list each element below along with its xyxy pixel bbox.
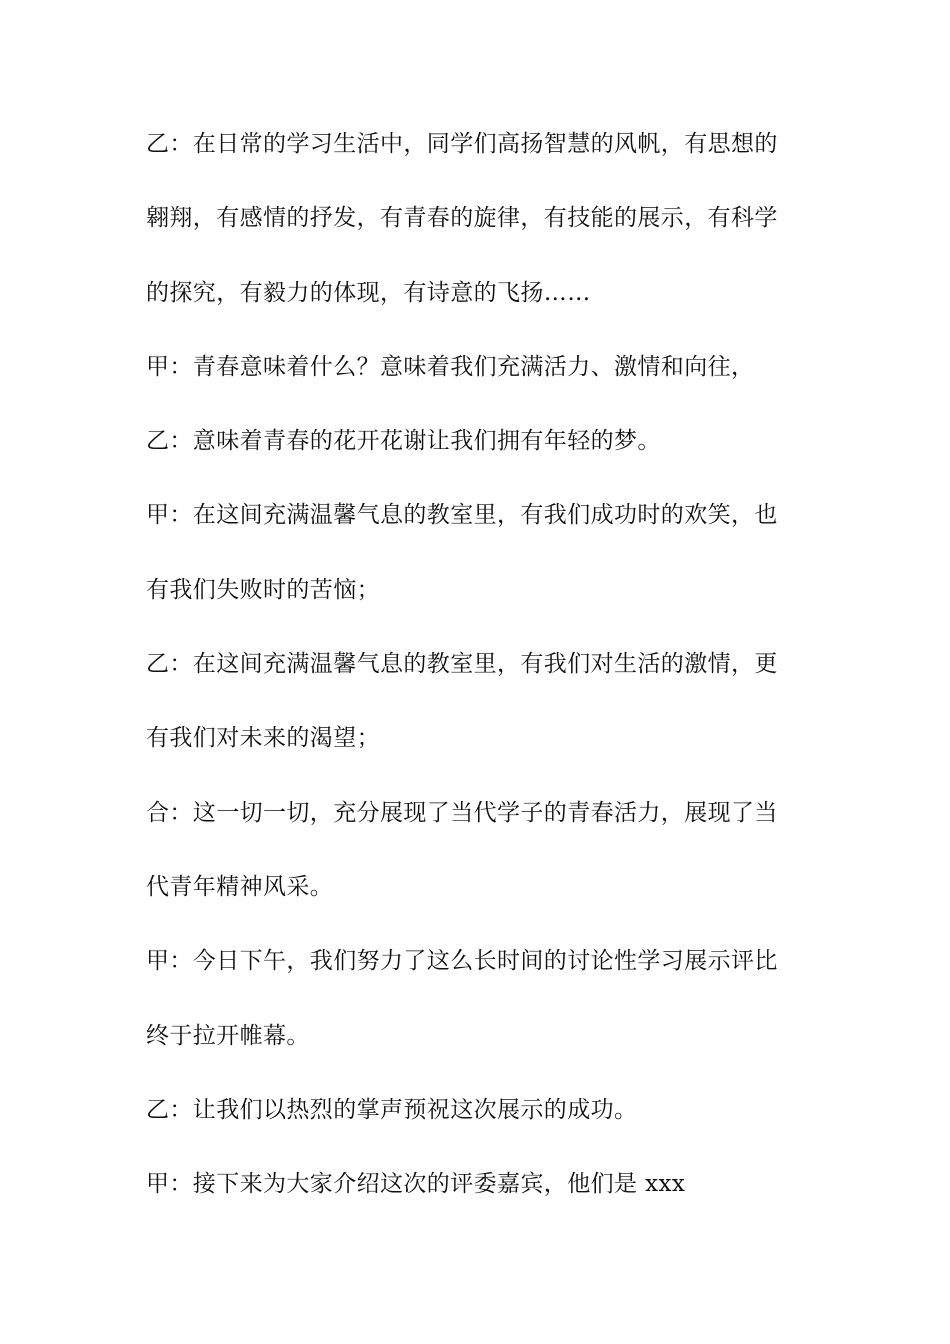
text-line: 有我们对未来的渴望； — [146, 725, 380, 752]
text-line: 翱翔，有感情的抒发，有青春的旋律，有技能的展示，有科学 — [146, 205, 778, 232]
text-line: 甲：在这间充满温馨气息的教室里，有我们成功时的欢笑，也 — [146, 502, 778, 529]
text-line: 代青年精神风采。 — [146, 873, 334, 900]
document-body — [146, 126, 808, 1240]
text-line: 乙：意味着青春的花开花谢让我们拥有年轻的梦。 — [146, 428, 661, 455]
text-line: 有我们失败时的苦恼； — [146, 576, 380, 603]
text-line: 甲：青春意味着什么？意味着我们充满活力、激情和向往， — [146, 353, 755, 380]
text-line: 的探究，有毅力的体现，有诗意的飞扬…… — [146, 279, 591, 306]
text-line: 乙：在日常的学习生活中，同学们高扬智慧的风帆，有思想的 — [146, 131, 778, 157]
text-line: 乙：在这间充满温馨气息的教室里，有我们对生活的激情，更 — [146, 651, 778, 678]
text-line: 甲：今日下午，我们努力了这么长时间的讨论性学习展示评比 — [146, 948, 778, 975]
text-line: 甲：接下来为大家介绍这次的评委嘉宾，他们是 xxx — [146, 1171, 686, 1198]
text-line: 终于拉开帷幕。 — [146, 1022, 310, 1049]
text-line: 合：这一切一切，充分展现了当代学子的青春活力，展现了当 — [146, 799, 778, 826]
text-line: 乙：让我们以热烈的掌声预祝这次展示的成功。 — [146, 1096, 638, 1123]
